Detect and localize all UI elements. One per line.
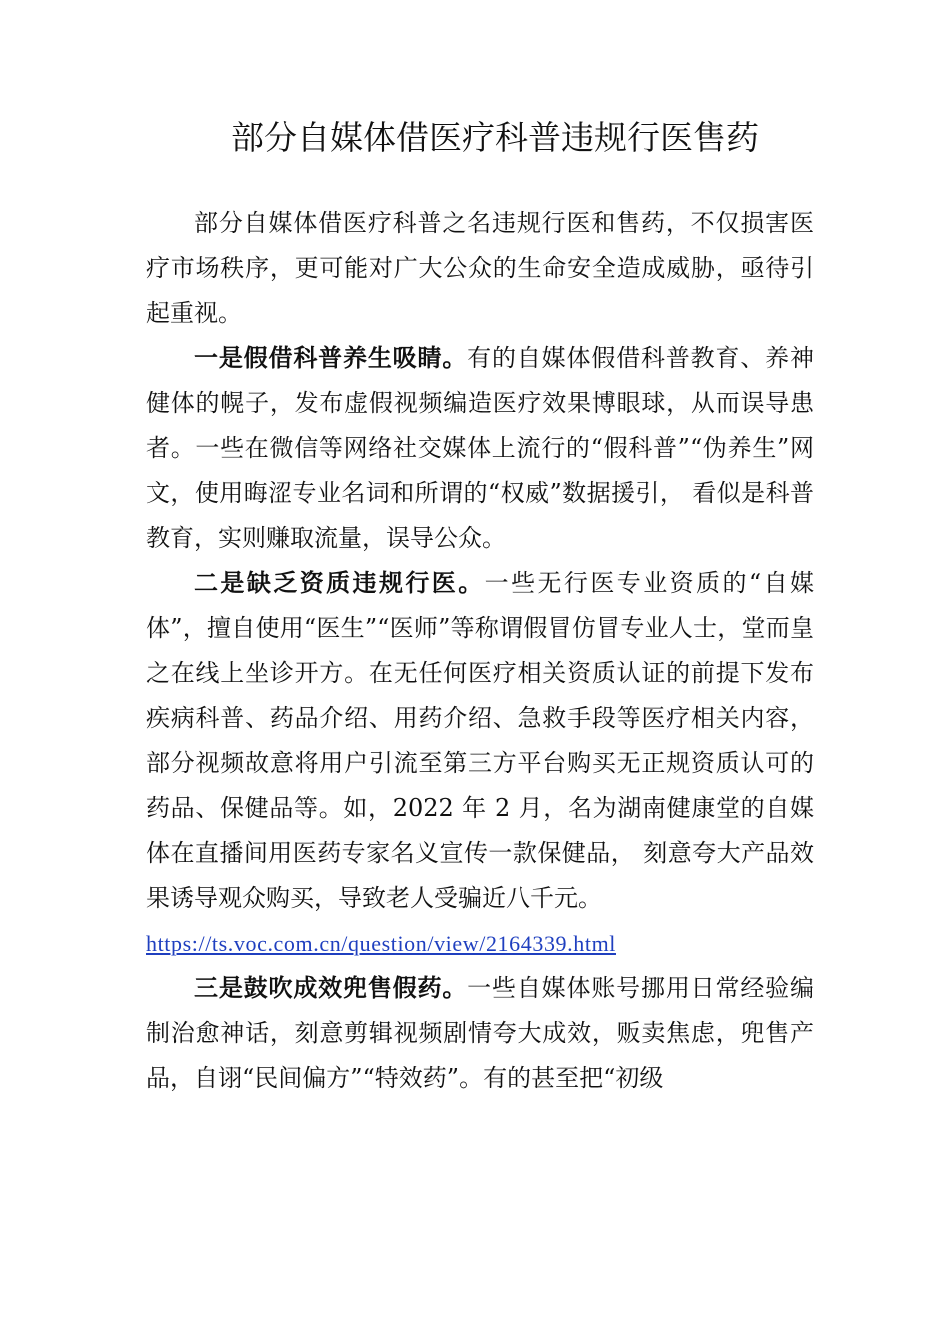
section-2-paragraph [146,561,814,921]
section-1-lead: 一是假借科普养生吸睛。 [194,344,468,372]
source-link[interactable]: https://ts.voc.com.cn/question/view/2164339.html [146,931,616,956]
section-3-paragraph [146,966,814,1101]
section-1-text: 有的自媒体假借科普教育、养神健体的幌子，发布虚假视频编造医疗效果博眼球，从而误导患者。一些在微信等网络社交媒体上流行的“假科普”“伪养生”网文，使用晦涩专业名词和所谓的“权威”数据援引， 看似是科普教育，实则赚取流量，误导公众。 [146,344,815,552]
section-2-lead: 二是缺乏资质违规行医。 [194,569,485,597]
document-title: 部分自媒体借医疗科普违规行医售药 [231,118,759,157]
section-2-text: 一些无行医专业资质的“自媒体”，擅自使用“医生”“医师”等称谓假冒仿冒专业人士，堂而皇之在线上坐诊开方。在无任何医疗相关资质认证的前提下发布疾病科普、药品介绍、用药介绍、急救手段等医疗相关内容，部分视频故意将用户引流至第三方平台购买无正规资质认可的药品、保健品等。如，2022 年 2 月，名为湖南健康堂的自媒体在直播间用医药专家名义宣传一款保健品， 刻意夸大产品效果诱导观众购买，导致老人受骗近八千元。 [146,569,814,912]
section-3-lead: 三是鼓吹成效兜售假药。 [194,974,468,1002]
section-3-text: 一些自媒体账号挪用日常经验编制治愈神话，刻意剪辑视频剧情夸大成效，贩卖焦虑，兜售产品，自诩“民间偏方”“特效药”。有的甚至把“初级 [146,974,815,1092]
intro-paragraph: 部分自媒体借医疗科普之名违规行医和售药，不仅损害医疗市场秩序，更可能对广大公众的生命安全造成威胁，亟待引起重视。 [146,209,814,327]
document-body [146,201,814,1101]
section-1-paragraph [146,336,814,561]
